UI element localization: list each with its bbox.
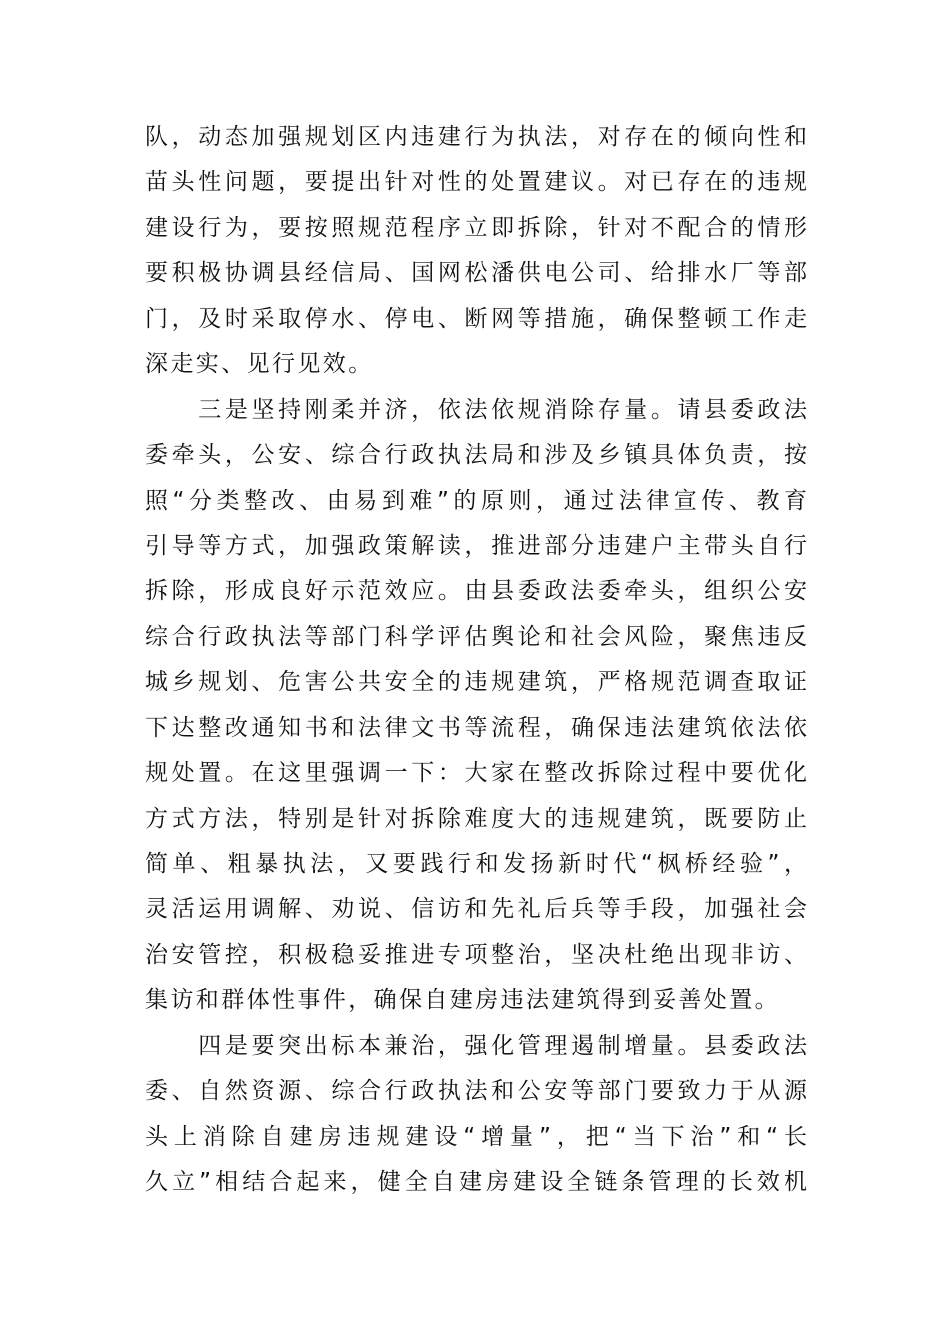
text-line: 拆除，形成良好示范效应。由县委政法委牵头，组织公安 (145, 578, 807, 605)
text-line: 要积极协调县经信局、国网松潘供电公司、给排水厂等部 (145, 260, 807, 287)
text-line: 队，动态加强规划区内违建行为执法，对存在的倾向性和 (145, 124, 807, 150)
text-line: 照“分类整改、由易到难”的原则，通过法律宣传、教育 (145, 487, 807, 514)
text-line: 规处置。在这里强调一下：大家在整改拆除过程中要优化 (145, 760, 807, 787)
paragraph (145, 388, 807, 1024)
text-line: 综合行政执法等部门科学评估舆论和社会风险，聚焦违反 (145, 623, 807, 650)
text-line: 深走实、见行见效。 (145, 351, 374, 378)
paragraph (145, 115, 807, 388)
text-line: 下达整改通知书和法律文书等流程，确保违法建筑依法依 (145, 714, 807, 741)
text-line: 三是坚持刚柔并济，依法依规消除存量。请县委政法 (145, 396, 807, 423)
text-line: 头上消除自建房违规建设“增量”，把“当下治”和“长 (145, 1123, 807, 1150)
text-line: 灵活运用调解、劝说、信访和先礼后兵等手段，加强社会 (145, 896, 807, 923)
document-page (145, 115, 807, 1206)
text-line: 委牵头，公安、综合行政执法局和涉及乡镇具体负责，按 (145, 442, 807, 469)
text-line: 久立”相结合起来，健全自建房建设全链条管理的长效机 (145, 1169, 807, 1196)
text-line: 集访和群体性事件，确保自建房违法建筑得到妥善处置。 (145, 987, 780, 1014)
text-line: 简单、粗暴执法，又要践行和发扬新时代“枫桥经验”， (145, 851, 807, 877)
text-line: 门，及时采取停水、停电、断网等措施，确保整顿工作走 (145, 305, 807, 332)
text-line: 治安管控，积极稳妥推进专项整治，坚决杜绝出现非访、 (145, 941, 807, 968)
text-line: 引导等方式，加强政策解读，推进部分违建户主带头自行 (145, 532, 807, 559)
text-line: 委、自然资源、综合行政执法和公安等部门要致力于从源 (145, 1078, 807, 1105)
text-line: 建设行为，要按照规范程序立即拆除，针对不配合的情形 (145, 214, 807, 241)
paragraph (145, 1024, 807, 1206)
text-line: 苗头性问题，要提出针对性的处置建议。对已存在的违规 (145, 169, 807, 196)
text-line: 方式方法，特别是针对拆除难度大的违规建筑，既要防止 (145, 805, 807, 832)
text-line: 四是要突出标本兼治，强化管理遏制增量。县委政法 (145, 1032, 807, 1059)
text-line: 城乡规划、危害公共安全的违规建筑，严格规范调查取证 (145, 669, 807, 696)
